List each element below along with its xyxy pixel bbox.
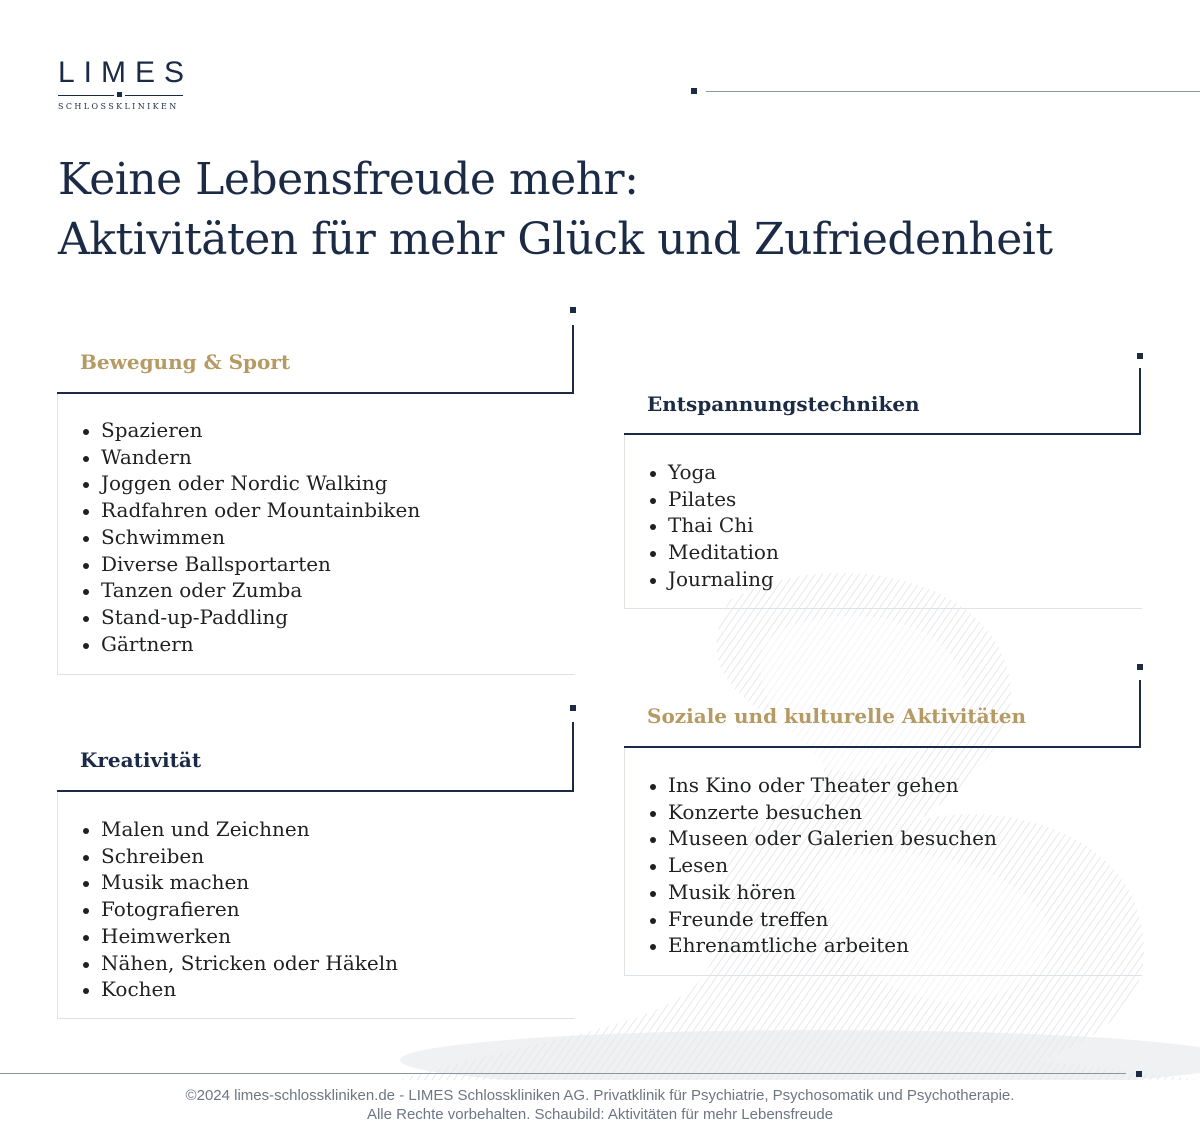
list-item: Diverse Ballsportarten [58,551,575,578]
section-2-list [625,459,1142,593]
list-item: Meditation [625,539,1142,566]
list-item: Malen und Zeichnen [58,816,575,843]
list-item: Freunde treffen [625,906,1142,933]
section-2-frame-vertical [1139,368,1141,434]
section-title-bewegung-sport: Bewegung & Sport [80,350,291,374]
logo-subtitle: SCHLOSSKLINIKEN [58,102,179,111]
section-4-frame-square [1137,664,1143,670]
footer-line-2: Alle Rechte vorbehalten. Schaubild: Aktivitäten für mehr Lebensfreude [366,1106,834,1123]
list-item: Radfahren oder Mountainbiken [58,497,575,524]
list-item: Joggen oder Nordic Walking [58,470,575,497]
section-3-box [57,792,575,1019]
list-item: Schreiben [58,843,575,870]
footer-copyright [0,1086,1200,1124]
section-title-entspannungstechniken: Entspannungstechniken [647,392,920,416]
section-3-frame-vertical [572,722,574,791]
list-item: Ehrenamtliche arbeiten [625,932,1142,959]
footer-ornament-square [1136,1071,1142,1077]
section-4-frame-vertical [1139,680,1141,747]
list-item: Spazieren [58,417,575,444]
list-item: Museen oder Galerien besuchen [625,825,1142,852]
section-title-soziale-kulturelle-aktivitaeten: Soziale und kulturelle Aktivitäten [647,704,1027,728]
section-4-list [625,772,1142,959]
list-item: Schwimmen [58,524,575,551]
footer-line-1: ©2024 limes-schlosskliniken.de - LIMES Schlosskliniken AG. Privatklinik für Psychiatrie, Psychosomatik und Psychotherapie. [185,1087,1015,1104]
list-item: Lesen [625,852,1142,879]
list-item: Tanzen oder Zumba [58,577,575,604]
section-4-box [624,748,1142,976]
list-item: Gärtnern [58,631,575,658]
footer-divider [0,1073,1126,1074]
ornament-line [706,91,1200,92]
ornament-square [691,88,697,94]
list-item: Yoga [625,459,1142,486]
section-3-frame-square [570,705,576,711]
page-title-line-1: Keine Lebensfreude mehr: [58,154,639,205]
list-item: Ins Kino oder Theater gehen [625,772,1142,799]
section-1-box [57,394,575,675]
section-title-kreativitaet: Kreativität [80,748,202,772]
section-2-frame-square [1137,353,1143,359]
list-item: Fotografieren [58,896,575,923]
list-item: Nähen, Stricken oder Häkeln [58,950,575,977]
section-1-frame-square [570,307,576,313]
section-3-list [58,816,575,1003]
logo-wordmark: LIMES [58,56,194,89]
list-item: Pilates [625,486,1142,513]
list-item: Thai Chi [625,512,1142,539]
list-item: Musik hören [625,879,1142,906]
list-item: Journaling [625,566,1142,593]
list-item: Wandern [58,444,575,471]
list-item: Heimwerken [58,923,575,950]
section-2-box [624,435,1142,609]
section-1-list [58,417,575,657]
list-item: Musik machen [58,869,575,896]
list-item: Konzerte besuchen [625,799,1142,826]
logo-divider-right [125,95,183,96]
section-1-frame-vertical [572,325,574,393]
page-title [58,150,1053,270]
list-item: Stand-up-Paddling [58,604,575,631]
logo-divider-left [58,95,114,96]
list-item: Kochen [58,976,575,1003]
page-title-line-2: Aktivitäten für mehr Glück und Zufriedenheit [58,214,1053,265]
logo-divider-dot [117,92,122,97]
